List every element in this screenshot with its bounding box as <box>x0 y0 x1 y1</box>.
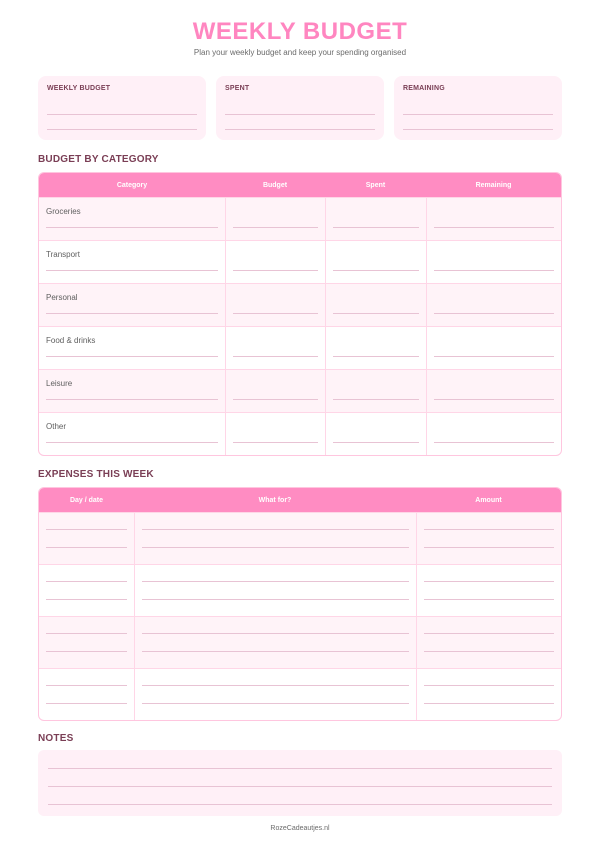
remaining-cell[interactable] <box>426 284 561 326</box>
write-line <box>333 270 419 271</box>
what-for-cell[interactable] <box>134 513 416 564</box>
table-row <box>39 197 561 240</box>
write-line <box>233 270 318 271</box>
write-line <box>424 651 554 652</box>
write-line <box>333 313 419 314</box>
remaining-cell[interactable] <box>426 370 561 412</box>
write-line <box>233 356 318 357</box>
spent-cell[interactable] <box>325 241 426 283</box>
write-line <box>46 356 218 357</box>
category-label: Food & drinks <box>46 336 96 345</box>
write-line <box>403 114 553 115</box>
write-line <box>424 581 554 582</box>
remaining-cell[interactable] <box>426 241 561 283</box>
category-cell[interactable] <box>39 241 225 283</box>
category-label: Other <box>46 422 67 431</box>
category-cell[interactable] <box>39 327 225 369</box>
column-header-spent: Spent <box>365 181 386 189</box>
expenses-table-header <box>39 488 561 512</box>
day-date-cell[interactable] <box>39 617 134 668</box>
table-row <box>39 668 561 720</box>
write-line <box>142 651 409 652</box>
remaining-cell[interactable] <box>426 198 561 240</box>
category-cell[interactable] <box>39 370 225 412</box>
write-line <box>46 399 218 400</box>
write-line <box>225 114 375 115</box>
write-line <box>233 227 318 228</box>
write-line <box>46 703 127 704</box>
write-line <box>46 227 218 228</box>
write-line <box>424 529 554 530</box>
budget-cell[interactable] <box>225 284 325 326</box>
write-line <box>142 633 409 634</box>
amount-cell[interactable] <box>416 565 561 616</box>
write-line <box>424 703 554 704</box>
table-row <box>39 326 561 369</box>
write-line <box>47 129 197 130</box>
write-line <box>333 227 419 228</box>
category-rows <box>39 197 561 455</box>
budget-cell[interactable] <box>225 370 325 412</box>
write-line <box>403 129 553 130</box>
budget-cell[interactable] <box>225 413 325 455</box>
page-subtitle: Plan your weekly budget and keep your spending organised <box>193 48 407 57</box>
write-line <box>46 685 127 686</box>
write-line <box>142 685 409 686</box>
write-line <box>434 442 554 443</box>
column-header-remaining: Remaining <box>475 181 512 189</box>
write-line <box>424 685 554 686</box>
write-line <box>434 356 554 357</box>
write-line <box>46 442 218 443</box>
page-title: WEEKLY BUDGET <box>192 18 408 45</box>
table-row <box>39 564 561 616</box>
amount-cell[interactable] <box>416 617 561 668</box>
write-line <box>333 442 419 443</box>
expenses-table <box>38 487 562 721</box>
expenses-section-heading: EXPENSES THIS WEEK <box>38 469 154 480</box>
category-cell[interactable] <box>39 198 225 240</box>
spent-cell[interactable] <box>325 327 426 369</box>
category-label: Transport <box>46 250 80 259</box>
summary-row <box>38 76 562 140</box>
write-line <box>434 270 554 271</box>
category-table-header <box>39 173 561 197</box>
spent-cell[interactable] <box>325 198 426 240</box>
table-row <box>39 412 561 455</box>
write-line <box>434 313 554 314</box>
category-cell[interactable] <box>39 413 225 455</box>
notes-section-heading: NOTES <box>38 733 74 744</box>
column-header-amount: Amount <box>475 496 502 504</box>
footer-website: RozeCadeautjes.nl <box>270 825 330 832</box>
write-line <box>424 599 554 600</box>
write-line <box>434 227 554 228</box>
spent-cell[interactable] <box>325 413 426 455</box>
write-line <box>142 547 409 548</box>
write-line <box>46 313 218 314</box>
category-label: Leisure <box>46 379 73 388</box>
write-line <box>46 599 127 600</box>
write-line <box>233 313 318 314</box>
what-for-cell[interactable] <box>134 669 416 720</box>
remaining-cell[interactable] <box>426 327 561 369</box>
write-line <box>333 356 419 357</box>
remaining-label: REMAINING <box>403 85 445 92</box>
weekly-budget-label: WEEKLY BUDGET <box>47 85 111 92</box>
notes-box[interactable] <box>38 750 562 816</box>
spent-box[interactable] <box>216 76 384 140</box>
write-line <box>424 633 554 634</box>
amount-cell[interactable] <box>416 669 561 720</box>
table-row <box>39 616 561 668</box>
remaining-cell[interactable] <box>426 413 561 455</box>
column-header-day-date: Day / date <box>69 496 104 504</box>
category-label: Groceries <box>46 207 81 216</box>
budget-cell[interactable] <box>225 327 325 369</box>
what-for-cell[interactable] <box>134 617 416 668</box>
write-line <box>48 786 552 787</box>
table-row <box>39 369 561 412</box>
write-line <box>47 114 197 115</box>
category-section-heading: BUDGET BY CATEGORY <box>38 154 159 165</box>
day-date-cell[interactable] <box>39 513 134 564</box>
write-line <box>46 547 127 548</box>
spent-cell[interactable] <box>325 284 426 326</box>
write-line <box>46 651 127 652</box>
category-cell[interactable] <box>39 284 225 326</box>
table-row <box>39 512 561 564</box>
remaining-box[interactable] <box>394 76 562 140</box>
day-date-cell[interactable] <box>39 565 134 616</box>
table-row <box>39 283 561 326</box>
table-row <box>39 240 561 283</box>
weekly-budget-box[interactable] <box>38 76 206 140</box>
day-date-cell[interactable] <box>39 669 134 720</box>
write-line <box>48 804 552 805</box>
write-line <box>46 529 127 530</box>
write-line <box>46 633 127 634</box>
write-line <box>142 581 409 582</box>
column-header-what-for: What for? <box>258 496 292 504</box>
category-table <box>38 172 562 456</box>
write-line <box>142 703 409 704</box>
category-label: Personal <box>46 293 78 302</box>
write-line <box>46 270 218 271</box>
write-line <box>233 442 318 443</box>
column-header-budget: Budget <box>262 181 288 189</box>
write-line <box>142 529 409 530</box>
spent-cell[interactable] <box>325 370 426 412</box>
column-header-category: Category <box>116 181 148 189</box>
budget-cell[interactable] <box>225 198 325 240</box>
write-line <box>333 399 419 400</box>
write-line <box>233 399 318 400</box>
spent-label: SPENT <box>225 85 250 92</box>
write-line <box>142 599 409 600</box>
write-line <box>46 581 127 582</box>
amount-cell[interactable] <box>416 513 561 564</box>
write-line <box>48 768 552 769</box>
what-for-cell[interactable] <box>134 565 416 616</box>
write-line <box>424 547 554 548</box>
budget-cell[interactable] <box>225 241 325 283</box>
write-line <box>434 399 554 400</box>
write-line <box>225 129 375 130</box>
